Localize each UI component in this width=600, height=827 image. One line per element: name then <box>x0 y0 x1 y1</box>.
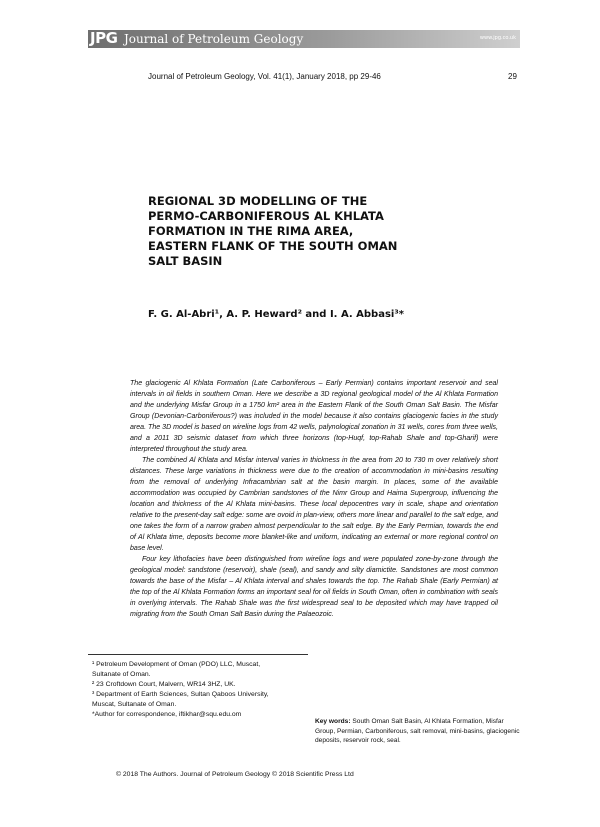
author-footnotes <box>92 660 312 720</box>
title-line: PERMO-CARBONIFEROUS AL KHLATA <box>148 209 384 223</box>
abstract-paragraph: Four key lithofacies have been distinguished from wireline logs and were populated zone-by-zone through the geological model: sandstone (reservoir), shale (seal), and sandy and silty diamictite. Sandstones are most common towards the base of the Misfar – Al Khlata interval and shales towards the top. The Rahab Shale (Early Permian) at the top of the Al Khlata Formation forms an important seal for oil fields in South Oman, often in combination with seals in overlying intervals. The Rahab Shale was the first widespread seal to be deposited which may have trapped oil migrating from the South Oman Salt Basin during the Palaeozoic. <box>130 556 498 618</box>
footnote-line: Sultanate of Oman. <box>92 671 151 678</box>
keywords <box>315 717 525 746</box>
author-list: F. G. Al-Abri¹, A. P. Heward² and I. A. Abbasi³* <box>148 309 404 320</box>
journal-banner <box>88 30 520 48</box>
title-line: EASTERN FLANK OF THE SOUTH OMAN <box>148 239 398 253</box>
title-line: REGIONAL 3D MODELLING OF THE <box>148 194 368 208</box>
footnote-line: ¹ Petroleum Development of Oman (PDO) LLC, Muscat, <box>92 661 261 668</box>
journal-logo: JPG <box>90 29 118 47</box>
copyright-notice: © 2018 The Authors. Journal of Petroleum Geology © 2018 Scientific Press Ltd <box>116 771 354 778</box>
journal-url: www.jpg.co.uk <box>479 35 516 41</box>
title-line: FORMATION IN THE RIMA AREA, <box>148 224 354 238</box>
title-line: SALT BASIN <box>148 254 223 268</box>
footnote-divider <box>88 654 308 655</box>
keywords-text: South Oman Salt Basin, Al Khlata Formation, Misfar Group, Permian, Carboniferous, salt removal, mini-basins, glaciogenic deposits, reservoir rock, seal. <box>315 718 520 745</box>
keywords-label: Key words: <box>315 718 351 725</box>
page-number: 29 <box>508 72 517 81</box>
abstract-paragraph: The glaciogenic Al Khlata Formation (Late Carboniferous – Early Permian) contains important reservoir and seal intervals in oil fields in southern Oman. Here we describe a 3D regional geological model of the Al Khlata Formation and the underlying Misfar Group in a 1750 km² area in the Eastern Flank of the South Oman Salt Basin. The Misfar Group (Devonian-Carboniferous?) was included in the model because it also contains glaciogenic facies in the study area. The 3D model is based on wireline logs from 42 wells, palynological zonation in 31 wells, cores from three wells, and a 2011 3D seismic dataset from which three horizons (top-Huqf, top-Rahab Shale and top-Gharif) were interpreted throughout the study area. <box>130 380 498 453</box>
footnote-line: Muscat, Sultanate of Oman. <box>92 701 177 708</box>
correspondence-footnote: *Author for correspondence, iftikhar@squ.edu.om <box>92 711 242 718</box>
abstract <box>130 378 498 620</box>
abstract-paragraph: The combined Al Khlata and Misfar interval varies in thickness in the area from 20 to 730 m over relatively short distances. These large variations in thickness were due to the creation of accommodation in mini-basins resulting from the removal of underlying Infracambrian salt at the basin margin. In places, some of the available accommodation was occupied by Cambrian sandstones of the Nimr Group and Haima Supergroup, influencing the location and thickness of the Al Khlata mini-basins. These local depocentres vary in scale, shape and orientation relative to the present-day salt edge: some are ovoid in plan-view, others more linear and parallel to the salt edge, and one takes the form of a narrow graben almost perpendicular to the salt edge. By the Early Permian, towards the end of Al Khlata time, deposits become more blanket-like and uniform, indicating an external or more regional control on base level. <box>130 457 498 552</box>
footnote-line: ² 23 Croftdown Court, Malvern, WR14 3HZ, UK. <box>92 681 236 688</box>
article-title <box>148 194 438 269</box>
journal-banner-title: Journal of Petroleum Geology <box>124 32 304 46</box>
running-head: Journal of Petroleum Geology, Vol. 41(1), January 2018, pp 29-46 <box>148 72 381 81</box>
footnote-line: ³ Department of Earth Sciences, Sultan Qaboos University, <box>92 691 269 698</box>
